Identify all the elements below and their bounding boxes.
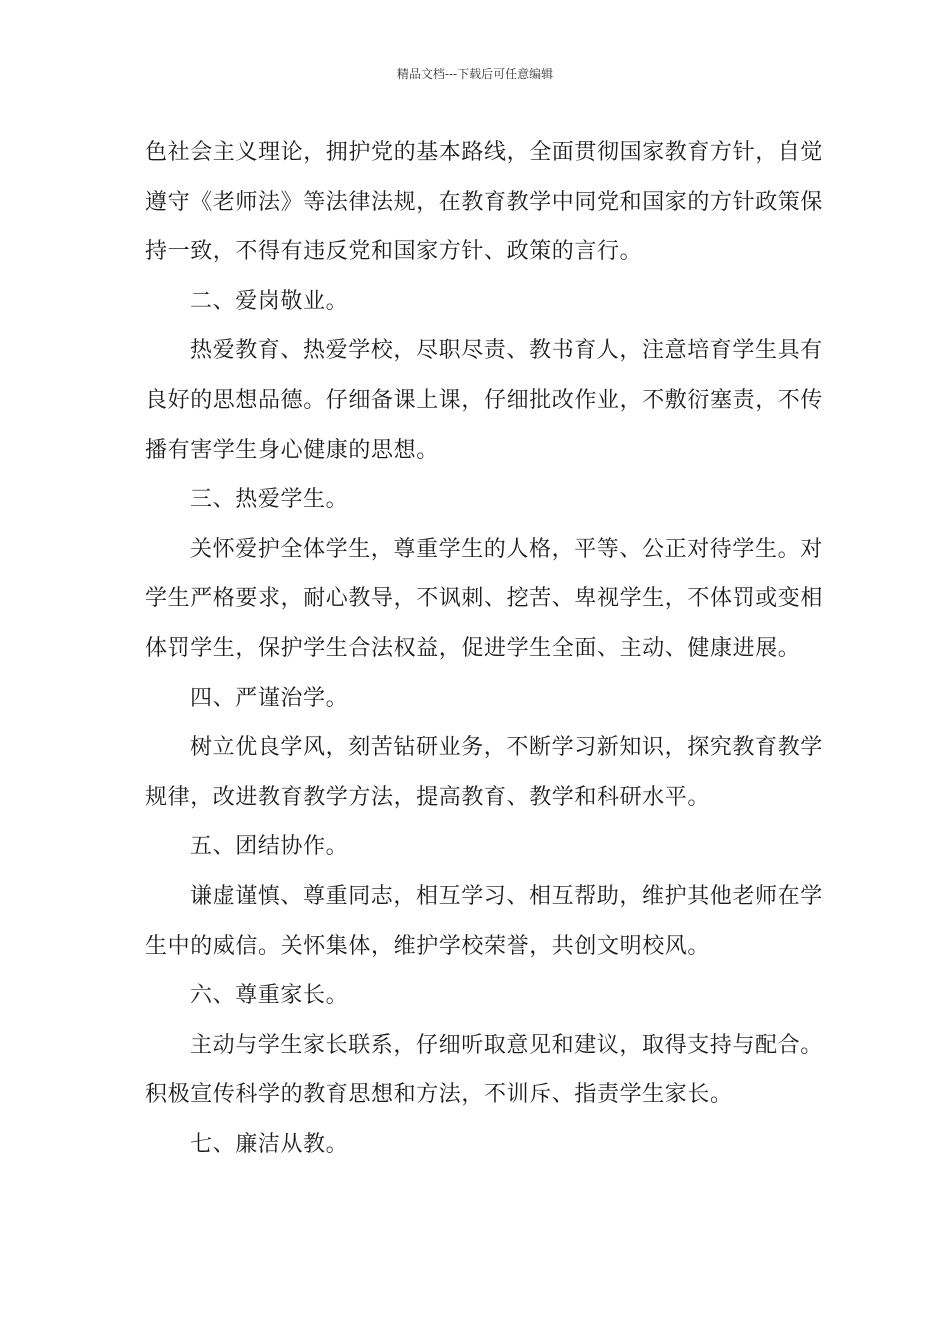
section-heading-3: 三、热爱学生。 (190, 487, 349, 513)
section-heading-5: 五、团结协作。 (190, 834, 349, 860)
section-heading-4: 四、严谨治学。 (190, 685, 349, 711)
paragraph-2: 热爱教育、热爱学校，尽职尽责、教书育人，注意培育学生具有良好的思想品德。仔细备课上课，仔细批改作业，不敷衍塞责，不传播有害学生身心健康的思想。 (145, 338, 824, 463)
paragraph-3: 关怀爱护全体学生，尊重学生的人格，平等、公正对待学生。对学生严格要求，耐心教导，不讽刺、挖苦、卑视学生，不体罚或变相体罚学生，保护学生合法权益，促进学生全面、主动、健康进展。 (145, 536, 824, 661)
section-heading-7: 七、廉洁从教。 (190, 1131, 349, 1157)
paragraph-4: 树立优良学风，刻苦钻研业务，不断学习新知识，探究教育教学规律，改进教育教学方法，提高教育、教学和科研水平。 (145, 735, 823, 810)
page-header: 精品文档---下载后可任意编辑 (396, 67, 554, 81)
section-heading-6: 六、尊重家长。 (190, 983, 349, 1009)
document-body (145, 128, 825, 1169)
paragraph-continuation: 色社会主义理论，拥护党的基本路线，全面贯彻国家教育方针，自觉遵守《老师法》等法律法规，在教育教学中同党和国家的方针政策保持一致，不得有违反党和国家方针、政策的言行。 (145, 140, 824, 265)
paragraph-5: 谦虚谨慎、尊重同志，相互学习、相互帮助，维护其他老师在学生中的威信。关怀集体，维护学校荣誉，共创文明校风。 (145, 883, 823, 959)
section-heading-2: 二、爱岗敬业。 (190, 288, 349, 314)
paragraph-6: 主动与学生家长联系，仔细听取意见和建议，取得支持与配合。积极宣传科学的教育思想和方法，不训斥、指责学生家长。 (145, 1032, 823, 1108)
